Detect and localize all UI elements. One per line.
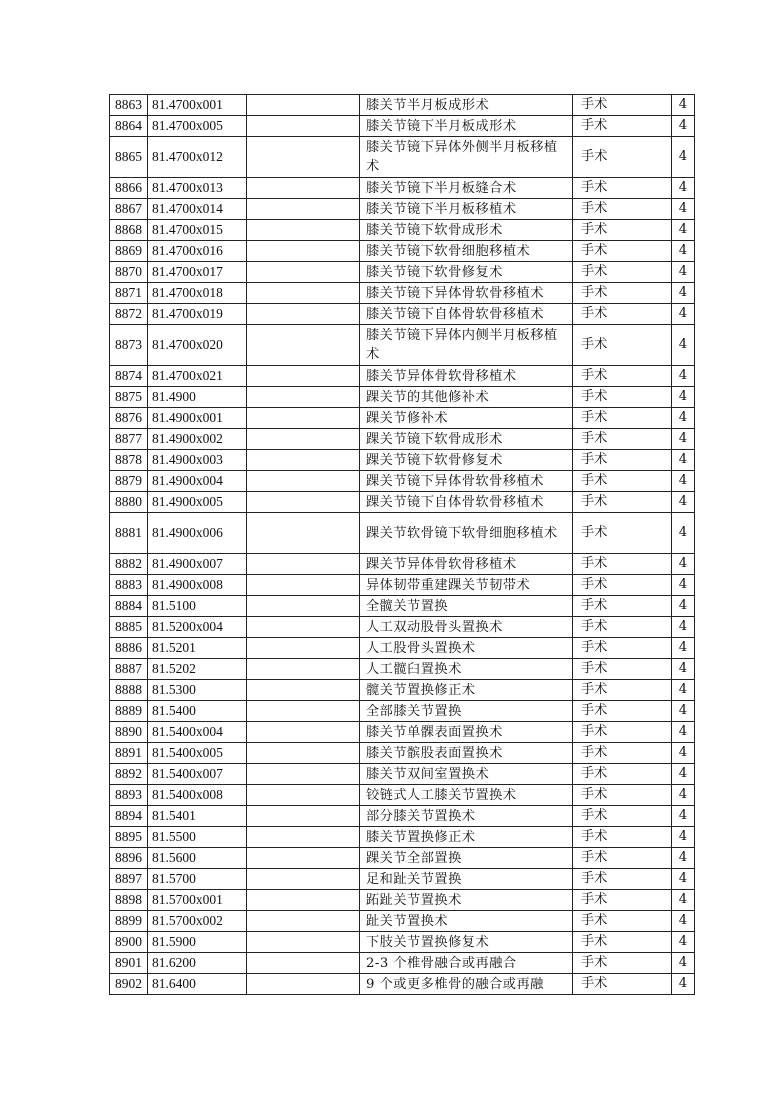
row-level: 4 <box>672 680 695 701</box>
table-row <box>110 429 695 450</box>
row-blank <box>247 848 360 869</box>
row-blank <box>247 890 360 911</box>
row-blank <box>247 95 360 116</box>
row-name: 踝关节软骨镜下软骨细胞移植术 <box>360 513 573 554</box>
row-level: 4 <box>672 974 695 995</box>
row-blank <box>247 137 360 178</box>
table-row <box>110 596 695 617</box>
row-code: 81.6400 <box>148 974 247 995</box>
row-name: 9 个或更多椎骨的融合或再融 <box>360 974 573 995</box>
row-type: 手术 <box>573 199 672 220</box>
table-row <box>110 974 695 995</box>
row-name: 踝关节镜下自体骨软骨移植术 <box>360 492 573 513</box>
row-seq: 8878 <box>110 450 148 471</box>
row-type: 手术 <box>573 178 672 199</box>
row-seq: 8871 <box>110 283 148 304</box>
table-row <box>110 575 695 596</box>
row-code: 81.4900x005 <box>148 492 247 513</box>
table-row <box>110 932 695 953</box>
row-type: 手术 <box>573 806 672 827</box>
row-code: 81.4900x001 <box>148 408 247 429</box>
row-name: 踝关节修补术 <box>360 408 573 429</box>
row-type: 手术 <box>573 387 672 408</box>
row-level: 4 <box>672 953 695 974</box>
row-level: 4 <box>672 283 695 304</box>
row-code: 81.5400x007 <box>148 764 247 785</box>
row-code: 81.5100 <box>148 596 247 617</box>
row-level: 4 <box>672 178 695 199</box>
row-blank <box>247 492 360 513</box>
row-code: 81.4700x016 <box>148 241 247 262</box>
row-blank <box>247 743 360 764</box>
row-name: 踝关节镜下软骨修复术 <box>360 450 573 471</box>
table-row <box>110 680 695 701</box>
row-name: 膝关节置换修正术 <box>360 827 573 848</box>
row-code: 81.4900 <box>148 387 247 408</box>
row-blank <box>247 325 360 366</box>
row-name: 膝关节镜下异体内侧半月板移植术 <box>360 325 573 366</box>
row-code: 81.5400 <box>148 701 247 722</box>
table-row <box>110 554 695 575</box>
row-name: 足和趾关节置换 <box>360 869 573 890</box>
row-seq: 8866 <box>110 178 148 199</box>
row-code: 81.5401 <box>148 806 247 827</box>
row-code: 81.4700x013 <box>148 178 247 199</box>
row-level: 4 <box>672 95 695 116</box>
row-seq: 8879 <box>110 471 148 492</box>
row-name: 膝关节镜下半月板成形术 <box>360 116 573 137</box>
row-blank <box>247 806 360 827</box>
row-name: 膝关节异体骨软骨移植术 <box>360 366 573 387</box>
row-name: 膝关节镜下软骨修复术 <box>360 262 573 283</box>
procedure-table-body <box>110 95 695 995</box>
row-seq: 8865 <box>110 137 148 178</box>
row-blank <box>247 764 360 785</box>
row-blank <box>247 932 360 953</box>
row-type: 手术 <box>573 638 672 659</box>
row-blank <box>247 366 360 387</box>
row-blank <box>247 911 360 932</box>
row-type: 手术 <box>573 974 672 995</box>
row-seq: 8895 <box>110 827 148 848</box>
row-seq: 8876 <box>110 408 148 429</box>
row-level: 4 <box>672 304 695 325</box>
row-blank <box>247 575 360 596</box>
row-seq: 8884 <box>110 596 148 617</box>
row-code: 81.4900x007 <box>148 554 247 575</box>
row-blank <box>247 387 360 408</box>
table-row <box>110 701 695 722</box>
row-code: 81.5500 <box>148 827 247 848</box>
row-name: 跖趾关节置换术 <box>360 890 573 911</box>
row-type: 手术 <box>573 890 672 911</box>
table-row <box>110 471 695 492</box>
table-row <box>110 137 695 178</box>
row-type: 手术 <box>573 304 672 325</box>
table-row <box>110 450 695 471</box>
row-code: 81.5400x004 <box>148 722 247 743</box>
row-type: 手术 <box>573 764 672 785</box>
row-seq: 8877 <box>110 429 148 450</box>
row-code: 81.4900x004 <box>148 471 247 492</box>
row-seq: 8894 <box>110 806 148 827</box>
row-name: 膝关节镜下异体外侧半月板移植术 <box>360 137 573 178</box>
table-row <box>110 366 695 387</box>
row-name: 膝关节镜下自体骨软骨移植术 <box>360 304 573 325</box>
row-type: 手术 <box>573 429 672 450</box>
row-type: 手术 <box>573 911 672 932</box>
row-code: 81.4700x005 <box>148 116 247 137</box>
row-seq: 8875 <box>110 387 148 408</box>
row-seq: 8892 <box>110 764 148 785</box>
row-name: 人工股骨头置换术 <box>360 638 573 659</box>
row-level: 4 <box>672 366 695 387</box>
row-type: 手术 <box>573 953 672 974</box>
table-row <box>110 659 695 680</box>
table-row <box>110 325 695 366</box>
row-code: 81.6200 <box>148 953 247 974</box>
row-blank <box>247 659 360 680</box>
row-code: 81.4700x020 <box>148 325 247 366</box>
row-seq: 8886 <box>110 638 148 659</box>
table-row <box>110 387 695 408</box>
row-seq: 8897 <box>110 869 148 890</box>
row-code: 81.5300 <box>148 680 247 701</box>
row-level: 4 <box>672 137 695 178</box>
row-type: 手术 <box>573 869 672 890</box>
row-name: 踝关节全部置换 <box>360 848 573 869</box>
row-blank <box>247 680 360 701</box>
row-name: 膝关节髌股表面置换术 <box>360 743 573 764</box>
table-row <box>110 953 695 974</box>
row-code: 81.4900x002 <box>148 429 247 450</box>
row-seq: 8891 <box>110 743 148 764</box>
row-level: 4 <box>672 262 695 283</box>
row-level: 4 <box>672 617 695 638</box>
table-row <box>110 408 695 429</box>
table-row <box>110 743 695 764</box>
row-blank <box>247 408 360 429</box>
row-level: 4 <box>672 764 695 785</box>
row-type: 手术 <box>573 701 672 722</box>
table-row <box>110 304 695 325</box>
row-blank <box>247 304 360 325</box>
row-code: 81.5600 <box>148 848 247 869</box>
row-type: 手术 <box>573 283 672 304</box>
row-type: 手术 <box>573 262 672 283</box>
row-type: 手术 <box>573 848 672 869</box>
row-blank <box>247 450 360 471</box>
row-blank <box>247 471 360 492</box>
row-level: 4 <box>672 596 695 617</box>
row-level: 4 <box>672 911 695 932</box>
row-seq: 8899 <box>110 911 148 932</box>
row-type: 手术 <box>573 659 672 680</box>
row-blank <box>247 241 360 262</box>
row-name: 膝关节镜下软骨成形术 <box>360 220 573 241</box>
table-row <box>110 617 695 638</box>
row-level: 4 <box>672 932 695 953</box>
row-seq: 8900 <box>110 932 148 953</box>
row-blank <box>247 178 360 199</box>
row-seq: 8867 <box>110 199 148 220</box>
row-level: 4 <box>672 408 695 429</box>
row-name: 人工髋臼置换术 <box>360 659 573 680</box>
row-blank <box>247 953 360 974</box>
row-name: 异体韧带重建踝关节韧带术 <box>360 575 573 596</box>
row-level: 4 <box>672 869 695 890</box>
row-blank <box>247 722 360 743</box>
row-name: 膝关节单髁表面置换术 <box>360 722 573 743</box>
row-level: 4 <box>672 116 695 137</box>
row-seq: 8863 <box>110 95 148 116</box>
row-code: 81.5700x001 <box>148 890 247 911</box>
row-blank <box>247 220 360 241</box>
row-blank <box>247 554 360 575</box>
row-code: 81.4700x017 <box>148 262 247 283</box>
row-type: 手术 <box>573 513 672 554</box>
row-name: 膝关节双间室置换术 <box>360 764 573 785</box>
row-seq: 8880 <box>110 492 148 513</box>
row-blank <box>247 262 360 283</box>
row-code: 81.5900 <box>148 932 247 953</box>
table-row <box>110 199 695 220</box>
row-blank <box>247 199 360 220</box>
row-code: 81.5700x002 <box>148 911 247 932</box>
row-level: 4 <box>672 785 695 806</box>
row-seq: 8902 <box>110 974 148 995</box>
row-level: 4 <box>672 387 695 408</box>
row-code: 81.4900x006 <box>148 513 247 554</box>
row-blank <box>247 617 360 638</box>
row-seq: 8870 <box>110 262 148 283</box>
row-level: 4 <box>672 220 695 241</box>
row-type: 手术 <box>573 220 672 241</box>
table-row <box>110 806 695 827</box>
row-level: 4 <box>672 827 695 848</box>
row-seq: 8874 <box>110 366 148 387</box>
table-row <box>110 283 695 304</box>
row-name: 膝关节镜下软骨细胞移植术 <box>360 241 573 262</box>
row-code: 81.5400x008 <box>148 785 247 806</box>
row-name: 铰链式人工膝关节置换术 <box>360 785 573 806</box>
row-name: 踝关节的其他修补术 <box>360 387 573 408</box>
row-type: 手术 <box>573 95 672 116</box>
row-level: 4 <box>672 848 695 869</box>
row-seq: 8888 <box>110 680 148 701</box>
table-row <box>110 220 695 241</box>
row-seq: 8868 <box>110 220 148 241</box>
row-code: 81.4700x021 <box>148 366 247 387</box>
table-row <box>110 785 695 806</box>
row-name: 膝关节镜下异体骨软骨移植术 <box>360 283 573 304</box>
table-row <box>110 95 695 116</box>
row-name: 人工双动股骨头置换术 <box>360 617 573 638</box>
table-row <box>110 178 695 199</box>
row-seq: 8873 <box>110 325 148 366</box>
row-code: 81.4700x001 <box>148 95 247 116</box>
row-code: 81.4700x015 <box>148 220 247 241</box>
row-name: 下肢关节置换修复术 <box>360 932 573 953</box>
row-code: 81.5200x004 <box>148 617 247 638</box>
row-name: 踝关节镜下软骨成形术 <box>360 429 573 450</box>
table-row <box>110 241 695 262</box>
row-type: 手术 <box>573 743 672 764</box>
row-code: 81.5202 <box>148 659 247 680</box>
row-level: 4 <box>672 429 695 450</box>
table-row <box>110 764 695 785</box>
row-type: 手术 <box>573 450 672 471</box>
row-name: 踝关节异体骨软骨移植术 <box>360 554 573 575</box>
row-blank <box>247 513 360 554</box>
row-level: 4 <box>672 450 695 471</box>
row-seq: 8898 <box>110 890 148 911</box>
row-type: 手术 <box>573 680 672 701</box>
row-code: 81.5201 <box>148 638 247 659</box>
row-level: 4 <box>672 241 695 262</box>
table-row <box>110 890 695 911</box>
table-row <box>110 513 695 554</box>
row-seq: 8872 <box>110 304 148 325</box>
procedure-table <box>109 94 695 995</box>
row-name: 部分膝关节置换术 <box>360 806 573 827</box>
table-row <box>110 848 695 869</box>
row-type: 手术 <box>573 137 672 178</box>
table-row <box>110 116 695 137</box>
row-type: 手术 <box>573 617 672 638</box>
table-row <box>110 492 695 513</box>
row-level: 4 <box>672 325 695 366</box>
row-name: 趾关节置换术 <box>360 911 573 932</box>
row-type: 手术 <box>573 722 672 743</box>
row-type: 手术 <box>573 492 672 513</box>
row-level: 4 <box>672 492 695 513</box>
row-type: 手术 <box>573 575 672 596</box>
row-type: 手术 <box>573 408 672 429</box>
row-blank <box>247 974 360 995</box>
row-code: 81.4900x003 <box>148 450 247 471</box>
row-code: 81.4700x012 <box>148 137 247 178</box>
row-name: 2-3 个椎骨融合或再融合 <box>360 953 573 974</box>
table-row <box>110 262 695 283</box>
table-row <box>110 638 695 659</box>
row-name: 膝关节半月板成形术 <box>360 95 573 116</box>
table-row <box>110 911 695 932</box>
row-seq: 8901 <box>110 953 148 974</box>
row-type: 手术 <box>573 241 672 262</box>
row-blank <box>247 869 360 890</box>
row-name: 髋关节置换修正术 <box>360 680 573 701</box>
row-level: 4 <box>672 199 695 220</box>
row-seq: 8882 <box>110 554 148 575</box>
row-type: 手术 <box>573 471 672 492</box>
row-blank <box>247 785 360 806</box>
row-level: 4 <box>672 806 695 827</box>
row-seq: 8889 <box>110 701 148 722</box>
row-seq: 8893 <box>110 785 148 806</box>
row-seq: 8864 <box>110 116 148 137</box>
document-page <box>109 94 695 995</box>
row-seq: 8890 <box>110 722 148 743</box>
row-name: 踝关节镜下异体骨软骨移植术 <box>360 471 573 492</box>
row-seq: 8881 <box>110 513 148 554</box>
row-code: 81.5400x005 <box>148 743 247 764</box>
row-name: 膝关节镜下半月板移植术 <box>360 199 573 220</box>
row-type: 手术 <box>573 116 672 137</box>
table-row <box>110 869 695 890</box>
row-seq: 8896 <box>110 848 148 869</box>
table-row <box>110 722 695 743</box>
row-type: 手术 <box>573 366 672 387</box>
row-blank <box>247 827 360 848</box>
row-name: 全部膝关节置换 <box>360 701 573 722</box>
row-code: 81.5700 <box>148 869 247 890</box>
row-seq: 8887 <box>110 659 148 680</box>
row-blank <box>247 596 360 617</box>
row-type: 手术 <box>573 932 672 953</box>
row-blank <box>247 701 360 722</box>
row-type: 手术 <box>573 596 672 617</box>
row-seq: 8869 <box>110 241 148 262</box>
row-code: 81.4700x019 <box>148 304 247 325</box>
table-row <box>110 827 695 848</box>
row-name: 膝关节镜下半月板缝合术 <box>360 178 573 199</box>
row-level: 4 <box>672 743 695 764</box>
row-seq: 8885 <box>110 617 148 638</box>
row-blank <box>247 283 360 304</box>
row-seq: 8883 <box>110 575 148 596</box>
row-type: 手术 <box>573 325 672 366</box>
row-level: 4 <box>672 638 695 659</box>
row-code: 81.4900x008 <box>148 575 247 596</box>
row-level: 4 <box>672 575 695 596</box>
row-level: 4 <box>672 890 695 911</box>
row-code: 81.4700x018 <box>148 283 247 304</box>
row-type: 手术 <box>573 785 672 806</box>
row-level: 4 <box>672 554 695 575</box>
row-level: 4 <box>672 659 695 680</box>
row-code: 81.4700x014 <box>148 199 247 220</box>
row-level: 4 <box>672 513 695 554</box>
row-level: 4 <box>672 471 695 492</box>
row-level: 4 <box>672 722 695 743</box>
row-level: 4 <box>672 701 695 722</box>
row-type: 手术 <box>573 554 672 575</box>
row-blank <box>247 429 360 450</box>
row-type: 手术 <box>573 827 672 848</box>
row-blank <box>247 116 360 137</box>
row-blank <box>247 638 360 659</box>
row-name: 全髋关节置换 <box>360 596 573 617</box>
